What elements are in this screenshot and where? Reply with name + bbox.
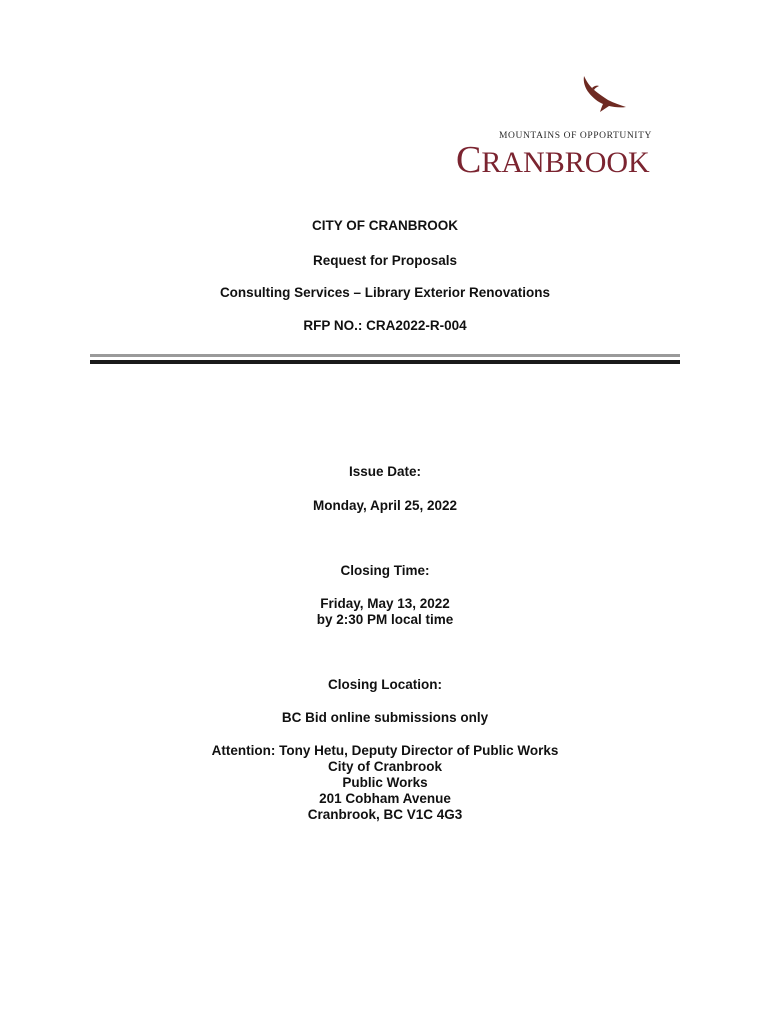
logo-name-rest: RANBROOK xyxy=(481,146,650,179)
eagle-icon xyxy=(576,74,628,114)
closing-time-label: Closing Time: xyxy=(340,563,430,578)
city-title: CITY OF CRANBROOK xyxy=(311,218,458,233)
address-line: Cranbrook, BC V1C 4G3 xyxy=(307,807,463,822)
attention-line: Attention: Tony Hetu, Deputy Director of Public Works xyxy=(211,743,559,758)
rfp-number: RFP NO.: CRA2022-R-004 xyxy=(303,318,467,333)
issue-date-label: Issue Date: xyxy=(348,464,422,479)
submission-method: BC Bid online submissions only xyxy=(281,710,489,725)
logo-tagline: MOUNTAINS OF OPPORTUNITY xyxy=(499,131,652,141)
closing-time-value: by 2:30 PM local time xyxy=(316,612,454,627)
logo-wordmark xyxy=(456,138,650,182)
issue-date-value: Monday, April 25, 2022 xyxy=(312,498,458,513)
closing-location-label: Closing Location: xyxy=(328,677,442,692)
divider-thin xyxy=(90,354,680,357)
divider-thick xyxy=(90,360,680,364)
logo-initial: C xyxy=(456,139,482,181)
address-line: City of Cranbrook xyxy=(327,759,442,774)
address-line: 201 Cobham Avenue xyxy=(319,791,451,806)
document-type: Request for Proposals xyxy=(312,253,458,268)
closing-date-value: Friday, May 13, 2022 xyxy=(320,596,450,611)
address-line: Public Works xyxy=(342,775,428,790)
project-title: Consulting Services – Library Exterior Renovations xyxy=(219,285,551,300)
cranbrook-logo xyxy=(456,74,682,181)
